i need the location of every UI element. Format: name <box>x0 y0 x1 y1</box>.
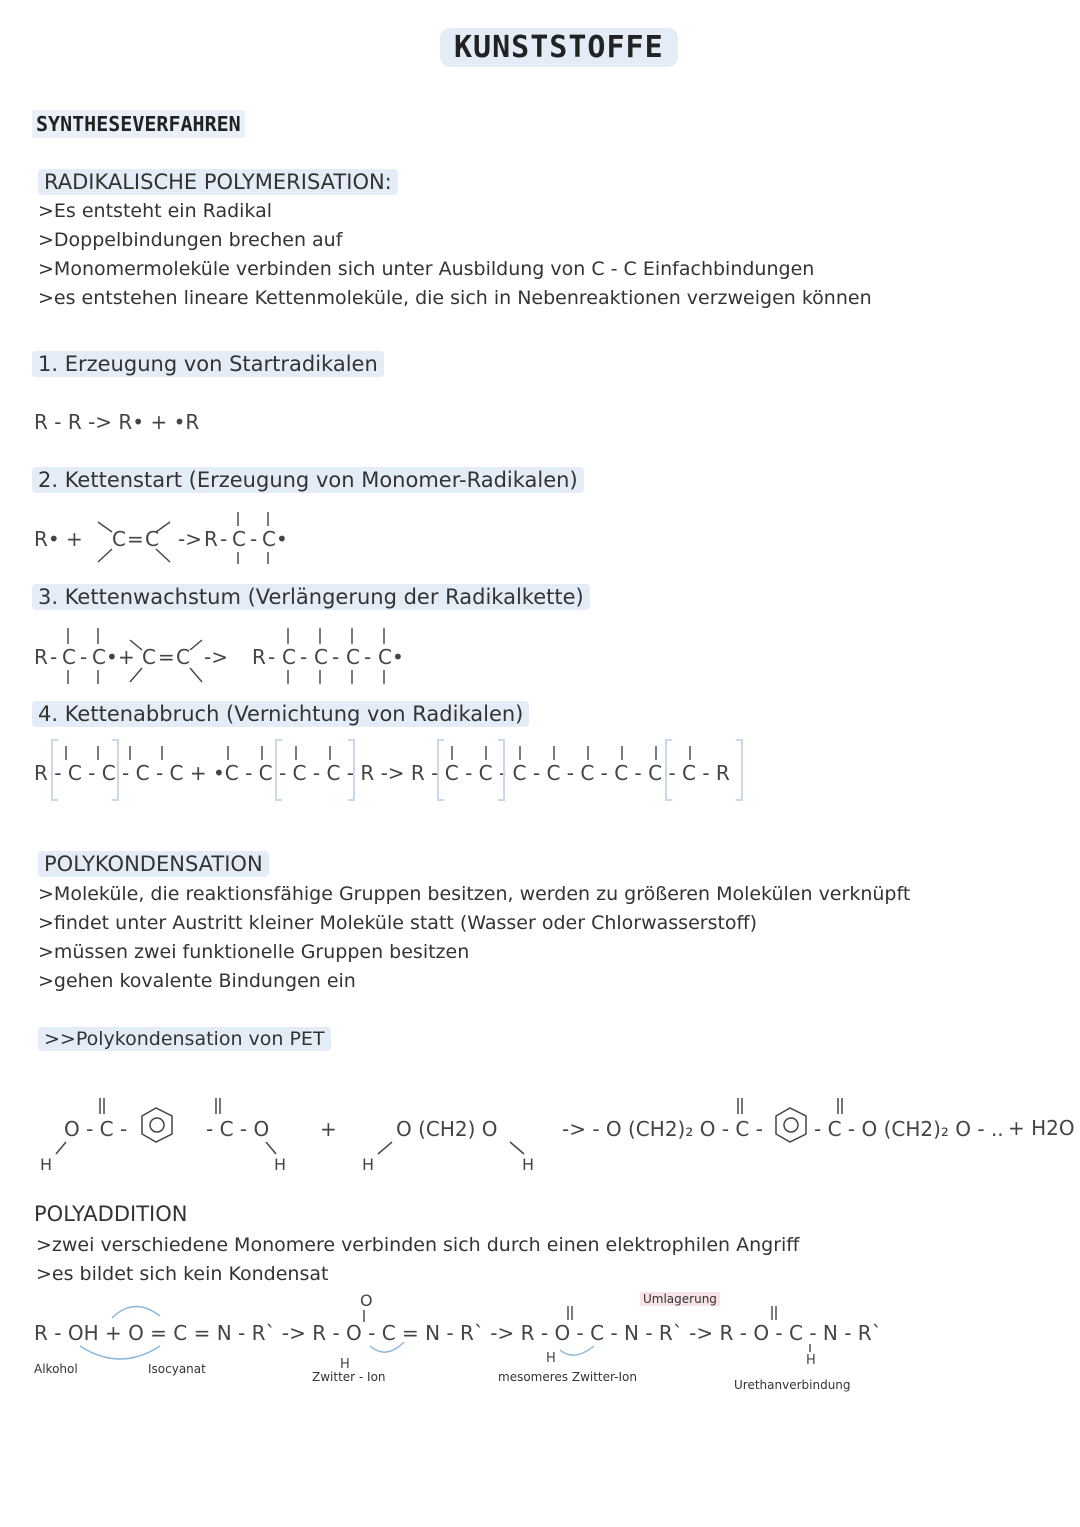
label-umlagerung: Umlagerung <box>640 1292 720 1306</box>
step1-heading: 1. Erzeugung von Startradikalen <box>32 352 384 376</box>
water-product: + H2O <box>1008 1116 1075 1140</box>
svg-text:+: + <box>320 1117 337 1141</box>
svg-text:- C - O: - C - O <box>206 1117 270 1141</box>
step3-heading: 3. Kettenwachstum (Verlängerung der Radikalkette) <box>32 585 590 609</box>
svg-text:C: C <box>112 527 126 551</box>
polycond-point: >gehen kovalente Bindungen ein <box>38 970 356 992</box>
polycond-point: >müssen zwei funktionelle Gruppen besitzen <box>38 941 470 963</box>
polyadd-point: >es bildet sich kein Kondensat <box>36 1263 329 1285</box>
svg-text:C•: C• <box>378 645 404 669</box>
svg-text:C: C <box>142 645 156 669</box>
svg-text:->: -> <box>204 645 228 669</box>
svg-text:H: H <box>546 1351 556 1366</box>
svg-text:R: R <box>252 645 266 669</box>
step2-heading: 2. Kettenstart (Erzeugung von Monomer-Radikalen) <box>32 468 584 492</box>
svg-text:R - OH + O = C = N - R` -> R: R - OH + O = C = N - R` -> R - O - C = N - R` -> R - O - C - N - R` -> R - O - C - N - R` <box>34 1321 882 1345</box>
radical-point: >Monomermoleküle verbinden sich unter Ausbildung von C - C Einfachbindungen <box>38 258 815 280</box>
step3-equation <box>34 628 404 684</box>
svg-text:-: - <box>300 645 308 669</box>
polyadd-heading: POLYADDITION <box>34 1202 188 1226</box>
svg-text:H: H <box>40 1155 53 1174</box>
svg-text:C: C <box>145 527 159 551</box>
step1-equation: R - R -> R• + •R <box>34 410 200 434</box>
svg-text:C: C <box>314 645 328 669</box>
svg-text:-: - <box>250 527 258 551</box>
label-urethanverbindung: Urethanverbindung <box>734 1378 851 1392</box>
radical-point: >es entstehen lineare Kettenmoleküle, die sich in Nebenreaktionen verzweigen können <box>38 287 872 309</box>
svg-text:-> - O (CH2)₂ O - C -: -> - O (CH2)₂ O - C - <box>562 1117 763 1141</box>
svg-text:O: O <box>360 1291 373 1310</box>
svg-text:->: -> <box>178 527 202 551</box>
radical-point: >Doppelbindungen brechen auf <box>38 229 343 251</box>
svg-text:-: - <box>332 645 340 669</box>
svg-text:-: - <box>80 645 88 669</box>
svg-text:C: C <box>346 645 360 669</box>
label-isocyanat: Isocyanat <box>148 1362 206 1376</box>
pet-heading: >>Polykondensation von PET <box>38 1028 331 1050</box>
svg-text:C: C <box>62 645 76 669</box>
step2-equation <box>34 512 288 564</box>
svg-text:=: = <box>158 645 175 669</box>
polyadd-point: >zwei verschiedene Monomere verbinden sich durch einen elektrophilen Angriff <box>36 1234 800 1256</box>
svg-text:H: H <box>806 1353 816 1368</box>
page-title: KUNSTSTOFFE <box>440 28 678 67</box>
svg-text:O (CH2) O: O (CH2) O <box>396 1117 498 1141</box>
svg-text:-: - <box>268 645 276 669</box>
polyaddition-reaction <box>34 1291 882 1372</box>
svg-text:-: - <box>364 645 372 669</box>
polycond-point: >Moleküle, die reaktionsfähige Gruppen besitzen, werden zu größeren Molekülen verknüpft <box>38 883 911 905</box>
svg-text:O - C -: O - C - <box>64 1117 128 1141</box>
svg-text:R - C - C - C - C + •C - C -: R - C - C - C - C + •C - C - C - C - R -> R - C - C - C - C - C - C - C - C - R <box>34 761 730 785</box>
svg-text:H: H <box>340 1357 350 1372</box>
radical-point: >Es entsteht ein Radikal <box>38 200 273 222</box>
svg-text:- C - O (CH2)₂ O - ..: - C - O (CH2)₂ O - .. <box>814 1117 1004 1141</box>
svg-text:R•: R• <box>34 527 60 551</box>
label-mesomeres-zwitter-ion: mesomeres Zwitter-Ion <box>498 1370 638 1384</box>
radical-heading: RADIKALISCHE POLYMERISATION: <box>38 170 398 194</box>
svg-text:C: C <box>232 527 246 551</box>
svg-text:H: H <box>274 1155 287 1174</box>
label-alkohol: Alkohol <box>34 1362 78 1376</box>
polycond-point: >findet unter Austritt kleiner Moleküle statt (Wasser oder Chlorwasserstoff) <box>38 912 758 934</box>
step4-heading: 4. Kettenabbruch (Vernichtung von Radikalen) <box>32 702 529 726</box>
svg-text:-: - <box>50 645 58 669</box>
svg-text:C•: C• <box>262 527 288 551</box>
pet-reaction <box>40 1098 1004 1174</box>
svg-text:C: C <box>282 645 296 669</box>
svg-text:=: = <box>127 527 144 551</box>
step4-equation <box>34 740 742 800</box>
svg-text:R: R <box>34 645 48 669</box>
svg-text:-: - <box>220 527 228 551</box>
section-heading: SYNTHESEVERFAHREN <box>32 110 245 138</box>
svg-text:+: + <box>66 527 83 551</box>
polycond-heading: POLYKONDENSATION <box>38 852 269 876</box>
label-zwitter-ion: Zwitter - Ion <box>312 1370 386 1384</box>
svg-text:C: C <box>176 645 190 669</box>
svg-text:R: R <box>204 527 218 551</box>
svg-text:H: H <box>362 1155 375 1174</box>
svg-text:H: H <box>522 1155 535 1174</box>
svg-text:+: + <box>118 645 135 669</box>
svg-text:C•: C• <box>92 645 118 669</box>
